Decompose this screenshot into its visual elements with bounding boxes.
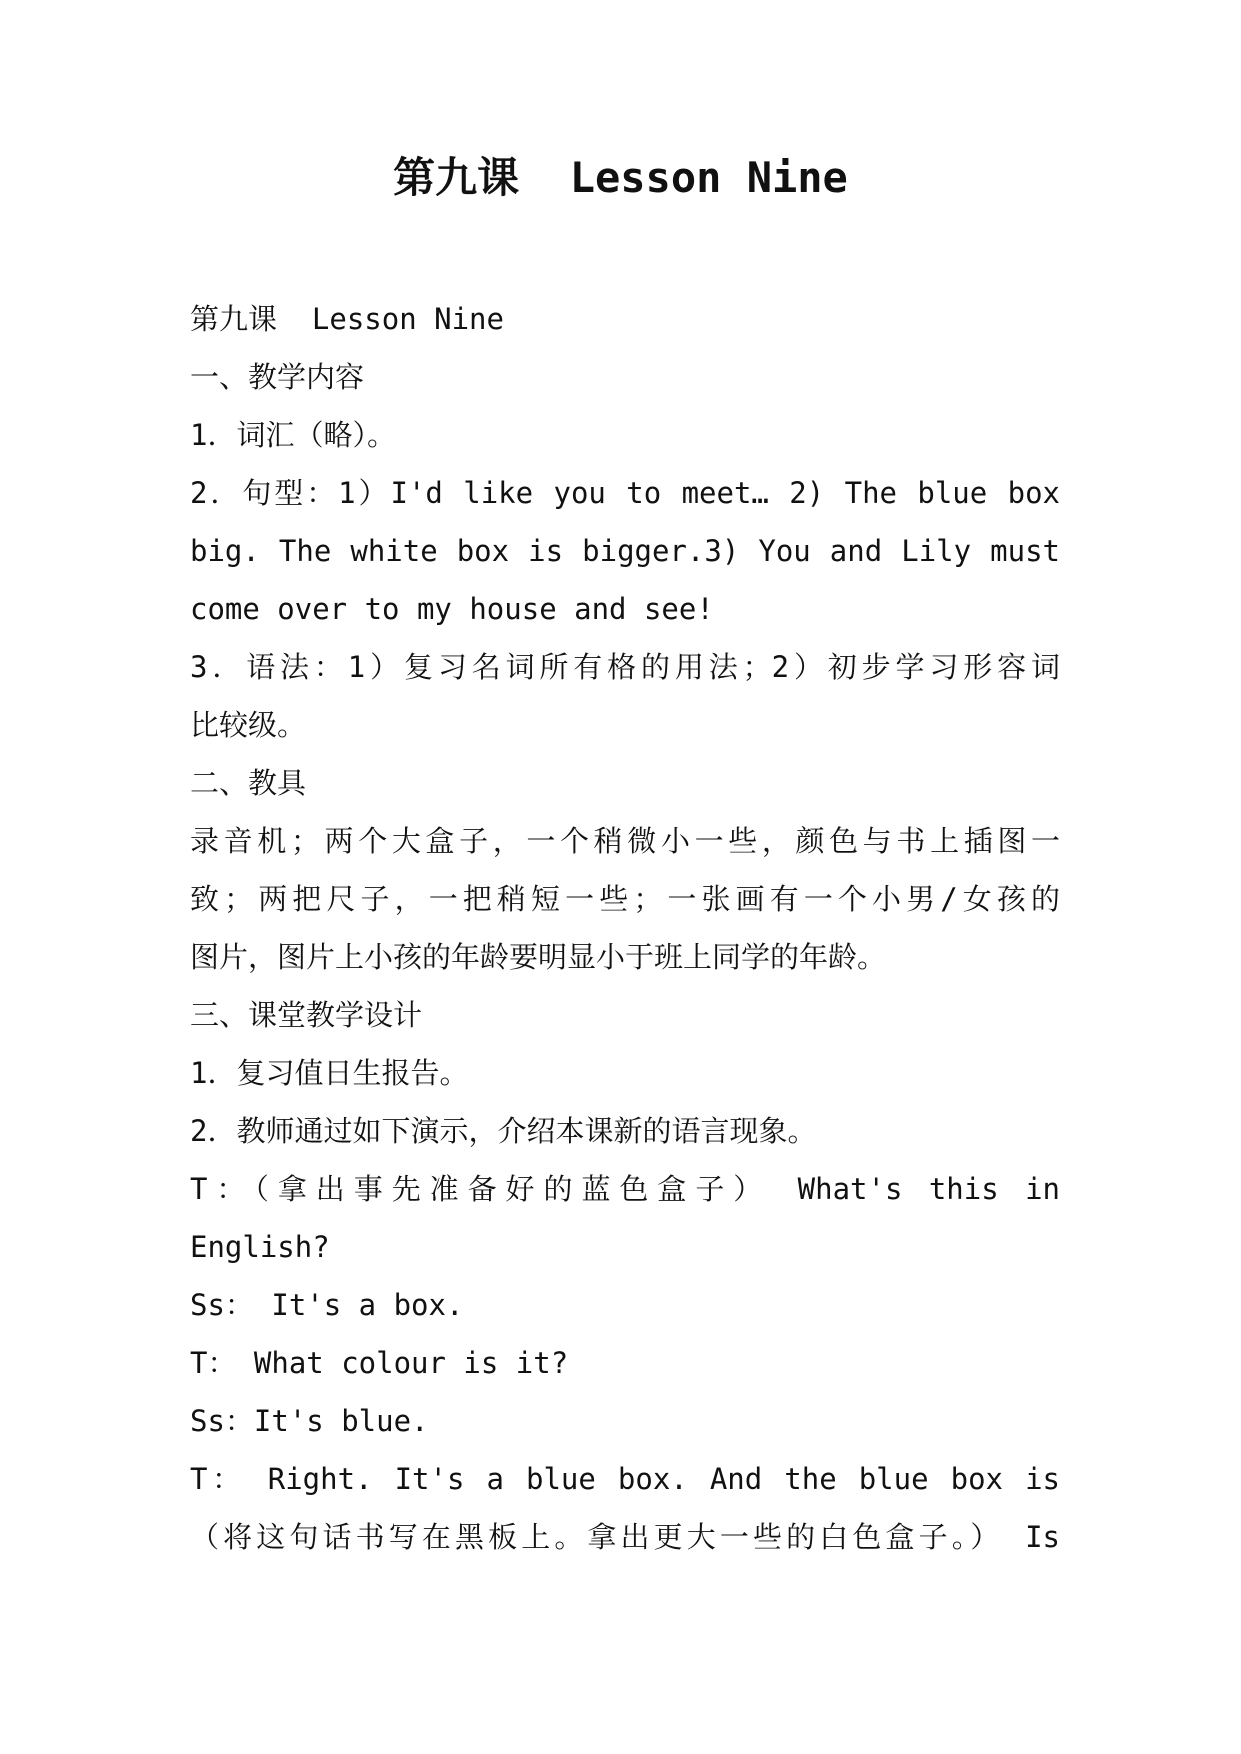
- text-line: big. The white box is bigger.3) You and Lily must: [190, 534, 1060, 568]
- text-line: Ss：It's blue.: [190, 1404, 429, 1438]
- text-line: T：（拿出事先准备好的蓝色盒子） What's this in: [190, 1172, 1060, 1206]
- text-line: T： Right. It's a blue box. And the blue box is: [190, 1462, 1060, 1496]
- text-line: 2．教师通过如下演示，介绍本课新的语言现象。: [190, 1114, 817, 1148]
- text-line: （将这句话书写在黑板上。拿出更大一些的白色盒子。） Is: [190, 1520, 1060, 1554]
- text-line: English?: [190, 1230, 330, 1264]
- text-line: 录音机；两个大盒子，一个稍微小一些，颜色与书上插图一: [190, 824, 1060, 858]
- text-line: come over to my house and see!: [190, 592, 714, 626]
- text-line: 比较级。: [190, 708, 307, 742]
- section-heading: 二、教具: [190, 766, 307, 800]
- text-line: T： What colour is it?: [190, 1346, 569, 1380]
- document-title: 第九课 Lesson Nine: [393, 153, 848, 202]
- text-line: 第九课 Lesson Nine: [190, 302, 504, 336]
- section-heading: 一、教学内容: [190, 360, 365, 394]
- text-line: 1．词汇（略）。: [190, 418, 396, 452]
- text-line: 1．复习值日生报告。: [190, 1056, 469, 1090]
- section-heading: 三、课堂教学设计: [190, 998, 423, 1032]
- text-line: 2．句型：1）I'd like you to meet… 2) The blue box: [190, 476, 1060, 510]
- document-body: [190, 290, 1060, 1566]
- text-line: Ss： It's a box.: [190, 1288, 464, 1322]
- text-line: 3．语法：1）复习名词所有格的用法；2）初步学习形容词: [190, 650, 1060, 684]
- text-line: 致；两把尺子，一把稍短一些；一张画有一个小男/女孩的: [190, 882, 1060, 916]
- text-line: 图片，图片上小孩的年龄要明显小于班上同学的年龄。: [190, 940, 887, 974]
